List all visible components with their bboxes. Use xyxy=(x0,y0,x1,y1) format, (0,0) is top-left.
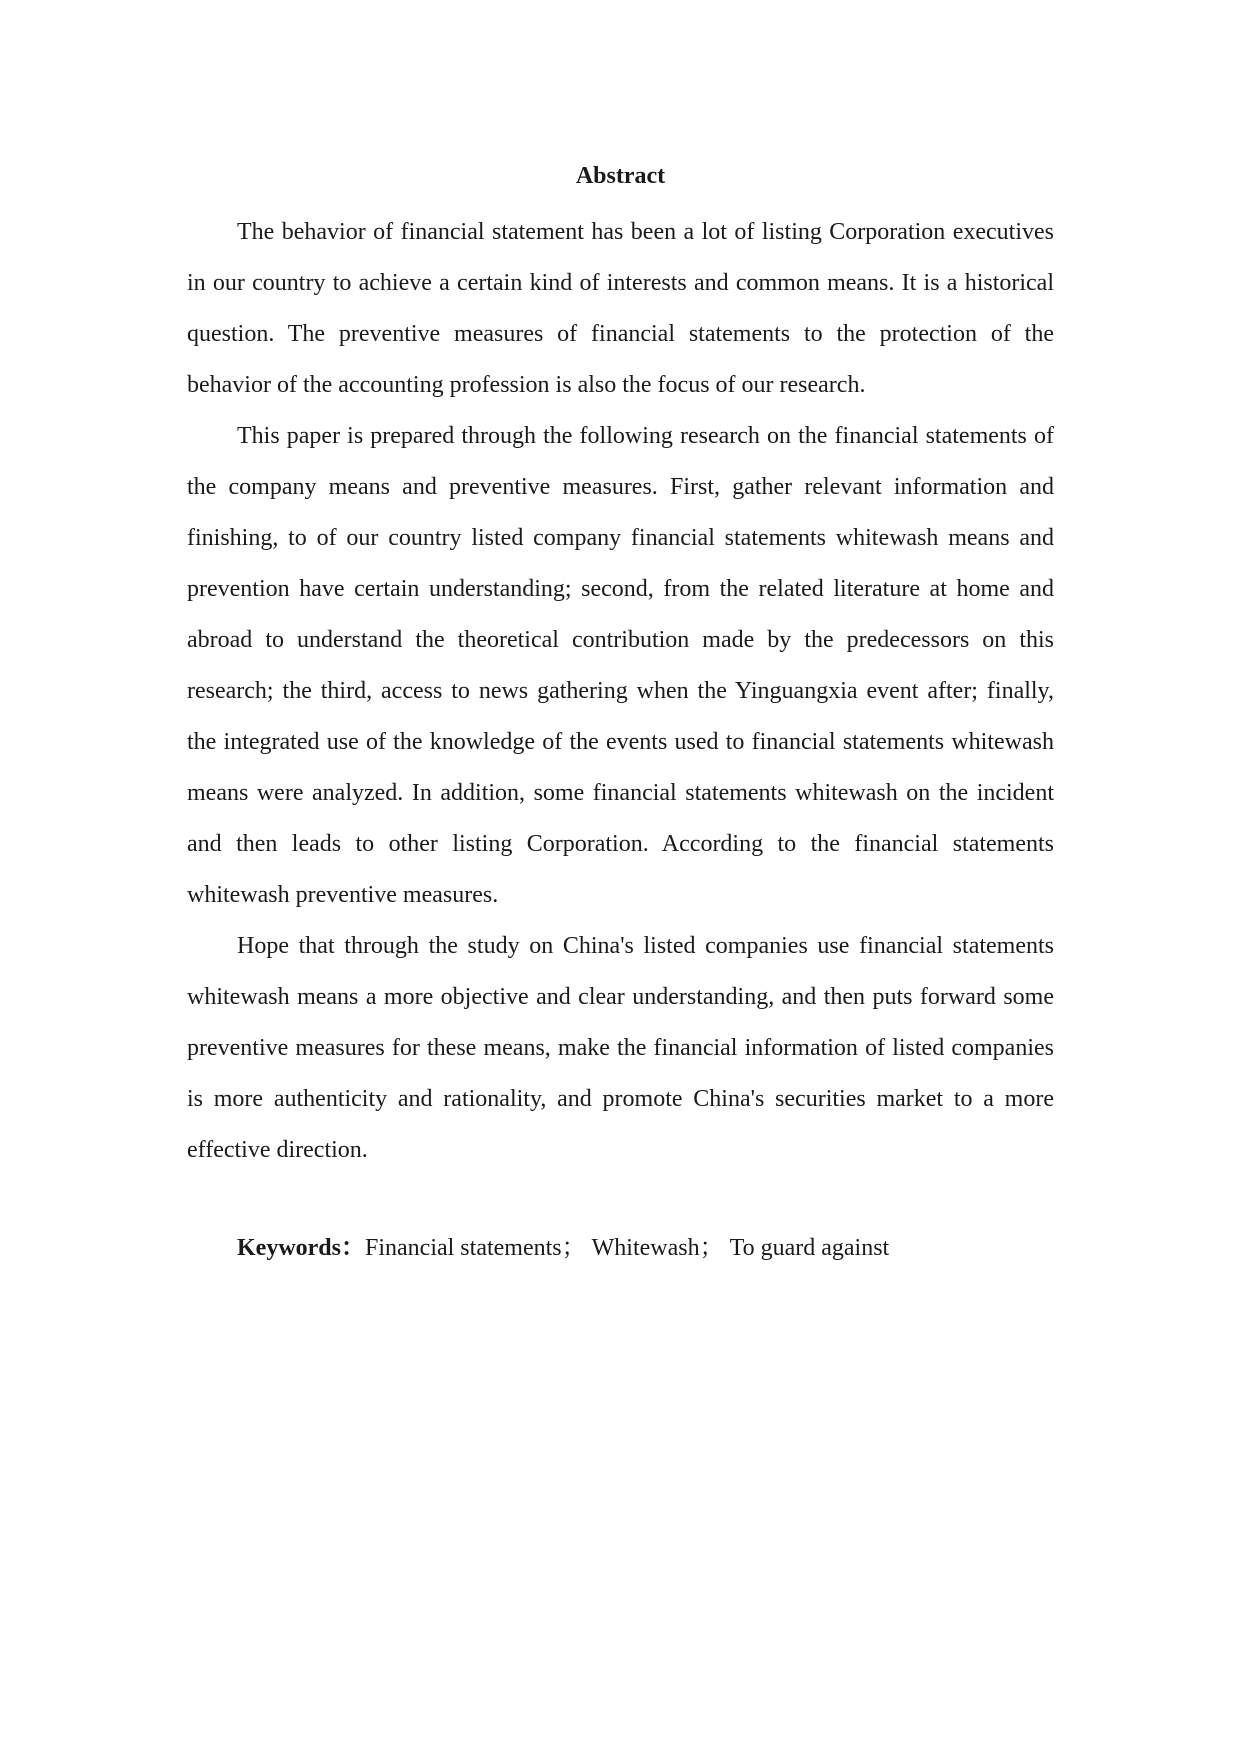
keywords-label: Keywords： xyxy=(237,1235,365,1261)
keyword-item: To guard against xyxy=(729,1235,890,1261)
keywords-line xyxy=(187,1230,1054,1266)
keyword-item: Whitewash； xyxy=(591,1235,724,1261)
abstract-paragraph-3: Hope that through the study on China's listed companies use financial statements whitewash means a more objective and clear understanding, and then puts forward some preventive measures for these means, make the financial information of listed companies is more authenticity and rationality, and promote China's securities market to a more effective direction. xyxy=(187,933,1054,1163)
abstract-section xyxy=(187,159,1054,1266)
abstract-paragraph-1: The behavior of financial statement has been a lot of listing Corporation executives in our country to achieve a certain kind of interests and common means. It is a historical question. The preventive measures of financial statements to the protection of the behavior of the accounting profession is also the focus of our research. xyxy=(187,219,1054,398)
abstract-paragraph-2: This paper is prepared through the following research on the financial statements of the company means and preventive measures. First, gather relevant information and finishing, to of our country listed company financial statements whitewash means and prevention have certain understanding; second, from the related literature at home and abroad to understand the theoretical contribution made by the predecessors on this research; the third, access to news gathering when the Yinguangxia event after; finally, the integrated use of the knowledge of the events used to financial statements whitewash means were analyzed. In addition, some financial statements whitewash on the incident and then leads to other listing Corporation. According to the financial statements whitewash preventive measures. xyxy=(187,423,1054,908)
abstract-title: Abstract xyxy=(575,163,666,189)
keyword-item: Financial statements； xyxy=(365,1235,586,1261)
